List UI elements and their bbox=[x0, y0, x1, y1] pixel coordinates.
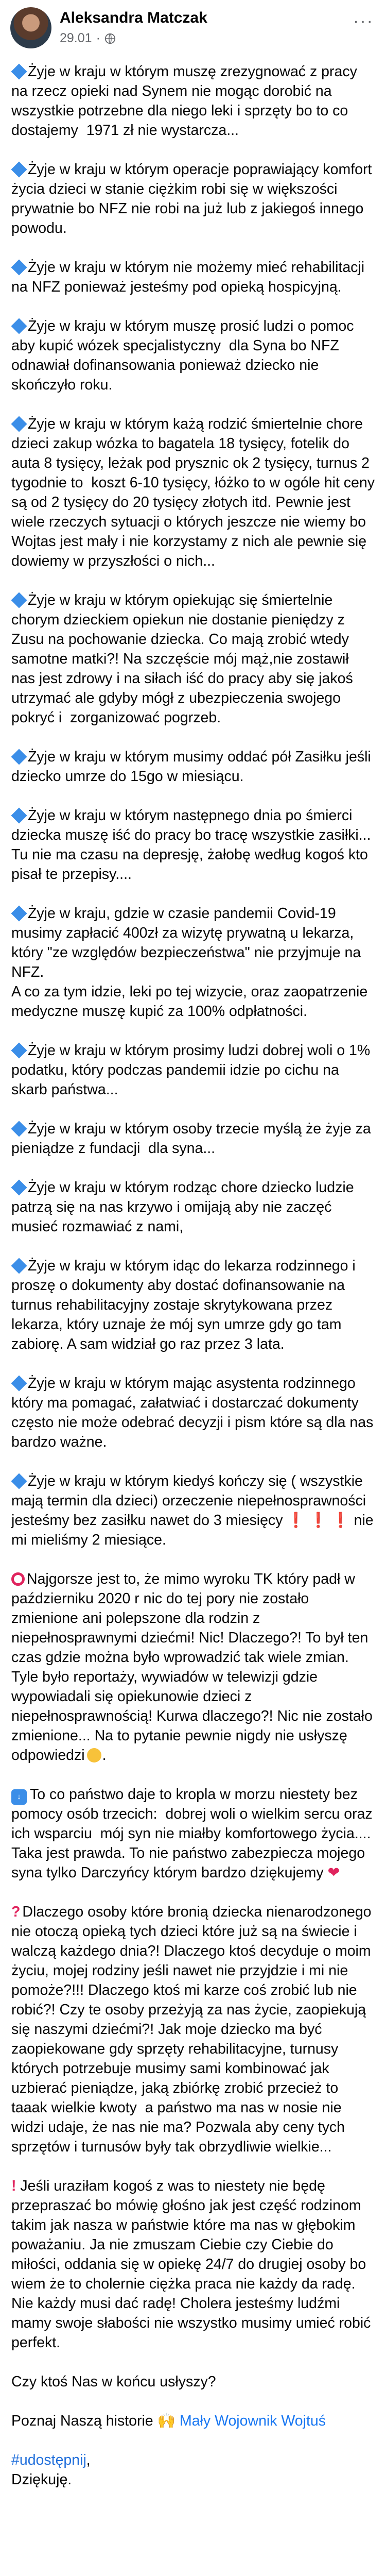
exclamation-icon: ! bbox=[11, 2178, 21, 2194]
post-paragraph: Żyje w kraju w którym następnego dnia po śmierci dziecka muszę iść do pracy bo tracę wszystkie zasiłki... Tu nie ma czasu na depresję, żałobę według kogoś kto pisał te przepisy.... bbox=[11, 807, 375, 883]
small-blue-diamond-icon bbox=[11, 1258, 27, 1274]
post-paragraph: Czy ktoś Nas w końcu usłyszy? bbox=[11, 2374, 216, 2390]
small-blue-diamond-icon bbox=[11, 905, 27, 921]
post-paragraph: Żyje w kraju w którym musimy oddać pół Zasiłku jeśli dziecko umrze do 15go w miesiącu. bbox=[11, 749, 375, 785]
info-box-icon: ↓ bbox=[11, 1789, 27, 1805]
post-paragraph: Żyje w kraju w którym osoby trzecie myślą że żyje za pieniądze z fundacji dla syna... bbox=[11, 1121, 375, 1157]
small-blue-diamond-icon bbox=[11, 1121, 27, 1137]
small-blue-diamond-icon bbox=[11, 259, 27, 275]
thanks-line: Dziękuję. bbox=[11, 2471, 72, 2488]
post-paragraph: Żyje w kraju w którym nie możemy mieć rehabilitacji na NFZ ponieważ jesteśmy pod opieką hospicyjną. bbox=[11, 259, 369, 295]
story-link[interactable]: Mały Wojownik Wojtuś bbox=[179, 2413, 326, 2429]
avatar[interactable] bbox=[10, 7, 51, 48]
small-blue-diamond-icon bbox=[11, 1042, 27, 1058]
small-blue-diamond-icon bbox=[11, 592, 27, 608]
post-paragraph: ! Jeśli uraziłam kogoś z was to niestety nie będę przepraszać bo mówię głośno jak jest część rodzinom takim jak nasza w państwie które ma nas w głębokim poważaniu. Ja nie zmuszam Ciebie czy Ciebie do miłości, oddania się w opiekę 24/7 do drugiej osoby bo wiem że to cholernie ciężka praca nie każdy da radę. Nie każdy musi dać radę! Cholera jesteśmy ludźmi mamy swoje słabości nie wszystko musimy umieć robić perfekt. bbox=[11, 2178, 375, 2351]
small-blue-diamond-icon bbox=[11, 161, 27, 177]
more-options-icon[interactable]: ··· bbox=[353, 11, 374, 31]
post-paragraph: Żyje w kraju w którym opiekując się śmiertelnie chorym dzieckiem opiekun nie dostanie pieniędzy z Zusu na pochowanie dziecka. Co mają zrobić wtedy samotne matki?! Na szczęście mój mąż,nie zostawił nas jest zdrowy i na siłach iść do pracy aby się jakoś utrzymać ale gdyby mógł z ubezpieczenia swojego pokryć i zorganizować pogrzeb. bbox=[11, 592, 357, 726]
post-paragraph: Żyje w kraju w którym każą rodzić śmiertelnie chore dzieci zakup wózka to bagatela 18 tysięcy, fotelik do auta 8 tysięcy, leżak pod prysznic ok 2 tysięcy, turnus 2 tygodnie to koszt 6-10 tysięcy, łóżko to w ogóle hit ceny są od 2 tysięcy do 20 tysięcy złotych itd. Pewnie jest wiele rzeczych sytuacji o których jeszcze nie wiemy bo Wojtas jest mały i nie korzystamy z nich ale pewnie się dowiemy w przyszłości o nich... bbox=[11, 416, 379, 569]
globe-icon bbox=[104, 33, 116, 44]
story-line: Poznaj Naszą historie 🙌 Mały Wojownik Wojtuś bbox=[11, 2413, 326, 2429]
heart-icon: ❤ bbox=[327, 1865, 340, 1881]
post-body bbox=[0, 62, 386, 2489]
post-meta bbox=[60, 31, 116, 46]
post-paragraph: Żyje w kraju w którym idąc do lekarza rodzinnego i proszę o dokumenty aby dostać dofinansowanie na turnus rehabilitacyjny zostaje skrytykowana przez lekarza, który uznaje że mój syn umrze gdy go tam zabiorę. A sam widział go raz przez 3 lata. bbox=[11, 1258, 360, 1352]
hashtag-line: #udostępnij, bbox=[11, 2452, 91, 2468]
small-blue-diamond-icon bbox=[11, 318, 27, 334]
hands-icon: 🙌 bbox=[157, 2413, 176, 2429]
post-paragraph: Żyje w kraju w którym rodząc chore dziecko ludzie patrzą się na nas krzywo i omijają aby nie zaczęć musieć rozmawiać z nami, bbox=[11, 1179, 358, 1235]
small-blue-diamond-icon bbox=[11, 1473, 27, 1489]
hashtag-link[interactable]: #udostępnij bbox=[11, 2452, 86, 2468]
post-paragraph: Żyje w kraju w którym prosimy ludzi dobrej woli o 1% podatku, który podczas pandemii idzie po cichu na skarb państwa... bbox=[11, 1042, 375, 1098]
small-blue-diamond-icon bbox=[11, 1375, 27, 1391]
post-paragraph: Najgorsze jest to, że mimo wyroku TK który padł w październiku 2020 r nic do tej pory nie zostało zmienione ani polepszone dla rodzin z niepełnosprawnymi dziećmi! Nic! Dlaczego?! To był ten czas gdzie można było wprowadzić tak wiele zmian. Tyle było reportaży, wywiadów w telewizji gdzie wypowiadali się opiekunowie dzieci z niepełnosprawnością! Kurwa dlaczego?! Nic nie zostało zmienione... Na to pytanie pewnie nigdy nie usłyszę odpowiedzi . bbox=[11, 1571, 377, 1764]
post-paragraph: Żyje w kraju w którym kiedyś kończy się ( wszystkie mają termin dla dzieci) orzeczenie niepełnosprawności jesteśmy bez zasiłku nawet do 3 miesięcy ❗ ❗ ❗ nie mi mieliśmy 2 miesiące. bbox=[11, 1473, 378, 1548]
exclamation-icon: ❗ ❗ ❗ bbox=[287, 1512, 350, 1529]
small-blue-diamond-icon bbox=[11, 749, 27, 765]
small-blue-diamond-icon bbox=[11, 63, 27, 79]
post-paragraph: Żyje w kraju w którym muszę zrezygnować z pracy na rzecz opieki nad Synem nie mogąc dorobić na wszystkie potrzebne dla niego leki i sprzęty bo to co dostajemy 1971 zł nie wystarcza... bbox=[11, 63, 361, 139]
smile-icon bbox=[87, 1748, 101, 1762]
post-paragraph: ↓ To co państwo daje to kropla w morzu niestety bez pomocy osób trzecich: dobrej woli o wielkim sercu oraz ich wsparciu mój syn nie miałby komfortowego życia.... Taka jest prawda. To nie państwo zabezpiecza mojego syna tylko Darczyńcy którym bardzo dziękujemy ❤ bbox=[11, 1786, 377, 1881]
red-circle-icon bbox=[11, 1572, 25, 1586]
post-paragraph: ? Dlaczego osoby które bronią dziecka nienarodzonego nie otoczą opieką tych dzieci które już są na świecie i walczą każdego dnia?! Dlaczego ktoś decyduje o moim życiu, mojej rodziny jeśli nawet nie przyjdzie i mi nie pomoże?!!! Dlaczego ktoś mi karze coś zrobić lub nie robić?! Czy te osoby przeżyją za nas życie, zaopiekują się naszymi dziećmi?! Jak moje dziecko ma być zaopiekowane gdy sprzęty rehabilitacyjne, turnusy których potrzebuje musimy sami kombinować jak uzbierać pieniądze, jaką zbiórkę zrobić przecież to taaak wielkie kwoty a państwo ma nas w nosie nie widzi udaje, że nas nie ma? Pozwala aby ceny tych sprzętów i turnusów były tak obrzydliwie wielkie... bbox=[11, 1904, 376, 2155]
post-paragraph: Żyje w kraju w którym muszę prosić ludzi o pomoc aby kupić wózek specjalistyczny dla Syna bo NFZ odnawiał dofinansowania ponieważ dziecko nie skończyło roku. bbox=[11, 318, 358, 393]
small-blue-diamond-icon bbox=[11, 807, 27, 823]
author-name[interactable]: Aleksandra Matczak bbox=[60, 9, 207, 26]
post-date[interactable]: 29.01 bbox=[60, 31, 92, 45]
question-icon: ? bbox=[11, 1904, 21, 1920]
post-header bbox=[0, 0, 386, 62]
small-blue-diamond-icon bbox=[11, 1179, 27, 1195]
post-paragraph: Żyje w kraju w którym mając asystenta rodzinnego który ma pomagać, załatwiać i dostarczać dokumenty często nie może odebrać decyzji i pism które są dla nas bardzo ważne. bbox=[11, 1375, 378, 1450]
post-paragraph: Żyje w kraju w którym operacje poprawiający komfort życia dzieci w stanie ciężkim robi się w większości prywatnie bo NFZ nie robi na już lub z jakiegoś innego powodu. bbox=[11, 161, 376, 236]
small-blue-diamond-icon bbox=[11, 416, 27, 432]
post-paragraph: Żyje w kraju, gdzie w czasie pandemii Covid-19 musimy zapłacić 400zł za wizytę prywatną u lekarza, który "ze względów bezpieczeństwa" nie przyjmuje na NFZ. A co za tym idzie, leki po tej wizycie, oraz zaopatrzenie medyczne muszę kupić za 100% odpłatności. bbox=[11, 905, 368, 1020]
dot-separator: · bbox=[96, 31, 100, 45]
